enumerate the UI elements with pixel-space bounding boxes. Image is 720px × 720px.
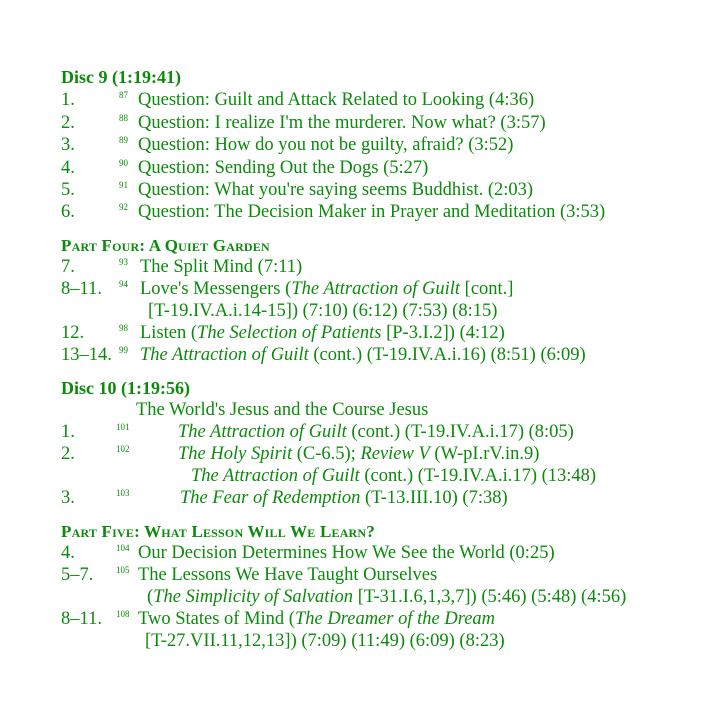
track-title: The Attraction of Guilt (cont.) (T-19.IV.A.i.17) (8:05) — [178, 422, 574, 442]
track-number: 2. — [61, 113, 75, 133]
disc-9-heading: Disc 9 (1:19:41) — [61, 67, 181, 87]
track-number: 5. — [61, 180, 75, 200]
track-number: 13–14. — [61, 345, 112, 365]
list-item — [0, 133, 720, 157]
list-item — [0, 200, 720, 224]
list-item — [0, 156, 720, 180]
reference-number: 88 — [119, 113, 128, 123]
track-title: Two States of Mind (The Dreamer of the Dream — [138, 609, 496, 629]
list-item — [0, 420, 720, 444]
reference-number: 99 — [119, 345, 128, 355]
track-number: 4. — [61, 543, 75, 563]
track-title: The Attraction of Guilt (cont.) (T-19.IV.A.i.16) (8:51) (6:09) — [140, 345, 586, 365]
track-number: 1. — [61, 90, 75, 110]
track-number: 4. — [61, 158, 75, 178]
list-item — [0, 255, 720, 279]
list-item-continuation — [0, 629, 720, 653]
list-item — [0, 607, 720, 631]
reference-number: 102 — [116, 444, 130, 454]
track-title-continued: (The Simplicity of Salvation [T-31.I.6,1,3,7]) (5:46) (5:48) (4:56) — [147, 587, 627, 607]
track-title: Question: I realize I'm the murderer. Now what? (3:57) — [138, 113, 546, 133]
list-item — [0, 442, 720, 466]
disc-10-heading: Disc 10 (1:19:56) — [61, 378, 190, 398]
track-title: Question: How do you not be guilty, afraid? (3:52) — [138, 135, 514, 155]
track-number: 5–7. — [61, 565, 94, 585]
track-title: The Lessons We Have Taught Ourselves — [138, 565, 438, 585]
track-title: The Holy Spirit (C-6.5); Review V (W-pI.rV.in.9) — [178, 444, 540, 464]
reference-number: 91 — [119, 180, 128, 190]
reference-number: 98 — [119, 323, 128, 333]
track-title: Listen (The Selection of Patients [P-3.I.2]) (4:12) — [140, 323, 505, 343]
track-number: 12. — [61, 323, 85, 343]
track-number: 8–11. — [61, 279, 102, 299]
reference-number: 103 — [116, 488, 130, 498]
track-number: 7. — [61, 257, 75, 277]
track-title-continued: The Attraction of Guilt (cont.) (T-19.IV.A.i.17) (13:48) — [191, 466, 597, 486]
track-title-continued: [T-19.IV.A.i.14-15]) (7:10) (6:12) (7:53) (8:15) — [148, 301, 498, 321]
list-item-continuation — [0, 299, 720, 323]
section-subtitle: The World's Jesus and the Course Jesus — [136, 400, 429, 420]
track-number: 3. — [61, 488, 75, 508]
track-title: Question: What you're saying seems Buddhist. (2:03) — [138, 180, 534, 200]
track-title: Question: Sending Out the Dogs (5:27) — [138, 158, 429, 178]
part-five-heading: Part Five: What Lesson Will We Learn? — [61, 522, 375, 541]
list-item — [0, 343, 720, 367]
section-subtitle-line — [0, 398, 720, 422]
part-four-heading: Part Four: A Quiet Garden — [61, 236, 270, 255]
track-title: Question: The Decision Maker in Prayer and Meditation (3:53) — [138, 202, 606, 222]
list-item — [0, 541, 720, 565]
reference-number: 90 — [119, 158, 128, 168]
reference-number: 92 — [119, 202, 128, 212]
track-title: The Split Mind (7:11) — [140, 257, 303, 277]
list-item — [0, 321, 720, 345]
track-number: 1. — [61, 422, 75, 442]
track-title: Our Decision Determines How We See the World (0:25) — [138, 543, 555, 563]
reference-number: 89 — [119, 135, 128, 145]
reference-number: 101 — [116, 422, 130, 432]
reference-number: 93 — [119, 257, 128, 267]
list-item — [0, 277, 720, 301]
list-item — [0, 563, 720, 587]
list-item — [0, 88, 720, 112]
list-item-continuation — [0, 585, 720, 609]
reference-number: 94 — [119, 279, 128, 289]
reference-number: 87 — [119, 90, 128, 100]
track-title: Love's Messengers (The Attraction of Guilt [cont.] — [140, 279, 514, 299]
track-number: 6. — [61, 202, 75, 222]
reference-number: 105 — [116, 565, 130, 575]
track-title: The Fear of Redemption (T-13.III.10) (7:38) — [180, 488, 508, 508]
list-item-continuation — [0, 464, 720, 488]
track-number: 3. — [61, 135, 75, 155]
track-title-continued: [T-27.VII.11,12,13]) (7:09) (11:49) (6:09) (8:23) — [145, 631, 505, 651]
reference-number: 108 — [116, 609, 130, 619]
list-item — [0, 178, 720, 202]
track-number: 2. — [61, 444, 75, 464]
track-title: Question: Guilt and Attack Related to Looking (4:36) — [138, 90, 535, 110]
reference-number: 104 — [116, 543, 130, 553]
list-item — [0, 111, 720, 135]
track-number: 8–11. — [61, 609, 102, 629]
list-item — [0, 486, 720, 510]
